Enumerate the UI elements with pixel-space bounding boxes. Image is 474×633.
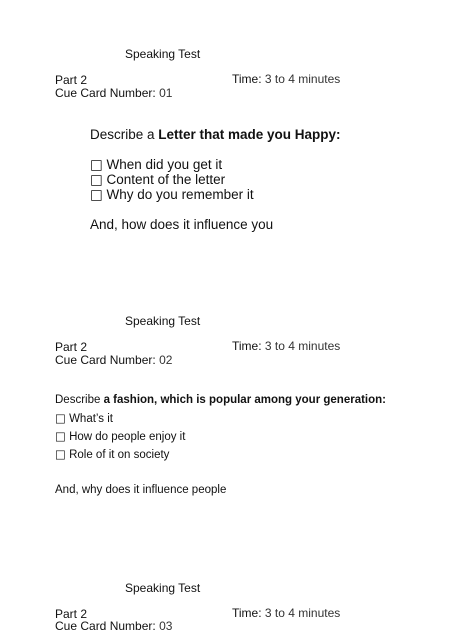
- cue-card-number: [55, 353, 172, 367]
- describe-prefix: Describe a: [90, 127, 159, 142]
- closing-line: And, why does it influence people: [55, 484, 227, 496]
- checkbox-icon: □: [55, 411, 66, 425]
- cue-card-number: [55, 619, 172, 633]
- list-item-label: Role of it on society: [69, 449, 170, 461]
- list-item-label: What’s it: [69, 413, 113, 425]
- part-label: Part 2: [55, 340, 88, 354]
- time-value: 3 to 4 minutes: [264, 606, 341, 620]
- part-label: Part 2: [55, 607, 88, 621]
- cue-card-value: 02: [159, 353, 173, 367]
- list-item: [55, 430, 185, 444]
- cue-card-value: 01: [159, 86, 173, 100]
- cue-card-label: Cue Card Number:: [55, 353, 156, 367]
- checkbox-icon: □: [55, 447, 66, 461]
- list-item-label: Why do you remember it: [106, 187, 254, 202]
- time-value: 3 to 4 minutes: [264, 339, 341, 353]
- list-item: [90, 187, 254, 203]
- time-label: Time:: [232, 606, 262, 620]
- describe-line: [90, 127, 341, 142]
- time-value: 3 to 4 minutes: [264, 72, 341, 86]
- time-field: [232, 606, 340, 620]
- list-item-label: Content of the letter: [106, 172, 226, 187]
- time-field: [232, 72, 340, 86]
- time-label: Time:: [232, 339, 262, 353]
- list-item-label: When did you get it: [106, 157, 223, 172]
- describe-line: [55, 394, 386, 407]
- checkbox-icon: □: [90, 172, 103, 188]
- checkbox-icon: □: [90, 157, 103, 173]
- list-item: [90, 172, 225, 188]
- part-label: Part 2: [55, 73, 88, 87]
- describe-topic: Letter that made you Happy:: [158, 127, 341, 142]
- cue-card-value: 03: [159, 619, 173, 633]
- card-heading: Speaking Test: [125, 581, 201, 595]
- describe-prefix: Describe: [55, 394, 104, 406]
- describe-topic: a fashion, which is popular among your generation:: [103, 394, 386, 406]
- list-item: [55, 448, 169, 462]
- list-item-label: How do people enjoy it: [69, 431, 186, 443]
- card-heading: Speaking Test: [125, 314, 201, 328]
- list-item: [90, 157, 222, 173]
- time-label: Time:: [232, 72, 262, 86]
- closing-line: And, how does it influence you: [90, 217, 274, 232]
- card-heading: Speaking Test: [125, 47, 201, 61]
- checkbox-icon: □: [55, 429, 66, 443]
- cue-card-number: [55, 86, 172, 100]
- list-item: [55, 412, 113, 426]
- time-field: [232, 339, 340, 353]
- cue-card-label: Cue Card Number:: [55, 86, 156, 100]
- cue-card-label: Cue Card Number:: [55, 619, 156, 633]
- checkbox-icon: □: [90, 187, 103, 203]
